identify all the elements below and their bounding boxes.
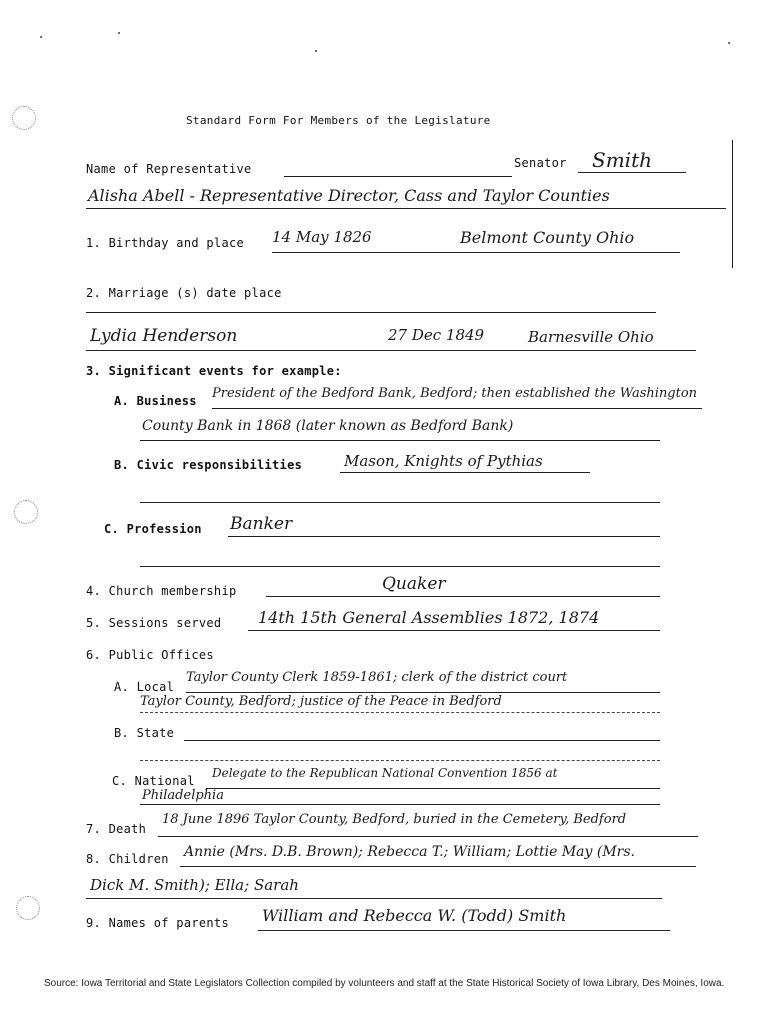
profession-line-2	[140, 566, 660, 567]
national-line-1	[206, 788, 660, 789]
marriage-line-1	[86, 312, 656, 313]
source-citation: Source: Iowa Territorial and State Legislators Collection compiled by volunteers and staff at the State Historical Society of Iowa Library, Des Moines, Iowa.	[44, 978, 725, 989]
marriage-place: Barnesville Ohio	[528, 328, 654, 346]
state-line-1	[184, 740, 660, 741]
profession-value: Banker	[230, 514, 293, 534]
scan-speck	[40, 36, 42, 38]
civic-line-1	[340, 472, 590, 473]
margin-line	[732, 140, 733, 268]
parents-value: William and Rebecca W. (Todd) Smith	[262, 906, 567, 925]
children-value-1: Annie (Mrs. D.B. Brown); Rebecca T.; William; Lottie May (Mrs.	[184, 844, 635, 860]
scan-speck	[118, 32, 120, 34]
name-label: Name of Representative	[86, 162, 252, 176]
name-value-line	[86, 208, 726, 209]
national-value-1: Delegate to the Republican National Convention 1856 at	[212, 766, 558, 780]
local-line-1	[186, 692, 660, 693]
events-label: 3. Significant events for example:	[86, 364, 342, 378]
punch-hole-mark	[16, 896, 40, 920]
marriage-name: Lydia Henderson	[90, 326, 238, 346]
children-label: 8. Children	[86, 852, 169, 866]
punch-hole-mark	[12, 106, 36, 130]
children-line-1	[180, 866, 696, 867]
senator-line	[578, 172, 686, 173]
business-value-2: County Bank in 1868 (later known as Bedford Bank)	[142, 418, 514, 434]
sessions-line	[248, 630, 660, 631]
business-value-1: President of the Bedford Bank, Bedford; then established the Washington	[212, 386, 698, 401]
business-label: A. Business	[114, 394, 197, 408]
death-value: 18 June 1896 Taylor County, Bedford, buried in the Cemetery, Bedford	[162, 812, 627, 827]
punch-hole-mark	[14, 500, 38, 524]
birthday-label: 1. Birthday and place	[86, 236, 245, 250]
business-line-2	[140, 440, 660, 441]
parents-line	[258, 930, 670, 931]
church-value: Quaker	[382, 574, 446, 594]
national-value-2: Philadelphia	[142, 788, 224, 803]
name-line	[284, 176, 512, 177]
parents-label: 9. Names of parents	[86, 916, 229, 930]
national-line-2	[140, 804, 660, 805]
death-label: 7. Death	[86, 822, 147, 836]
local-line-2	[140, 712, 660, 713]
business-line-1	[212, 408, 702, 409]
sessions-value: 14th 15th General Assemblies 1872, 1874	[258, 608, 600, 627]
marriage-line-2	[86, 350, 696, 351]
state-label: B. State	[114, 726, 175, 740]
children-value-2: Dick M. Smith); Ella; Sarah	[90, 876, 299, 894]
death-line	[158, 836, 698, 837]
sessions-label: 5. Sessions served	[86, 616, 222, 630]
local-label: A. Local	[114, 680, 175, 694]
senator-value: Smith	[592, 148, 652, 172]
state-line-2	[140, 760, 660, 761]
senator-label: Senator	[514, 156, 567, 170]
national-label: C. National	[112, 774, 195, 788]
marriage-date: 27 Dec 1849	[388, 326, 485, 344]
church-line	[266, 596, 660, 597]
local-value-2: Taylor County, Bedford; justice of the Peace in Bedford	[140, 694, 502, 709]
name-value: Alisha Abell - Representative Director, Cass and Taylor Counties	[88, 186, 610, 205]
profession-line-1	[228, 536, 660, 537]
birthday-place: Belmont County Ohio	[460, 228, 635, 247]
civic-label: B. Civic responsibilities	[114, 458, 303, 472]
birthday-date: 14 May 1826	[272, 228, 372, 246]
public-offices-label: 6. Public Offices	[86, 648, 214, 662]
local-value-1: Taylor County Clerk 1859-1861; clerk of the district court	[186, 670, 568, 685]
scan-speck	[315, 50, 317, 52]
scan-speck	[728, 42, 730, 44]
children-line-2	[86, 898, 662, 899]
marriage-label: 2. Marriage (s) date place	[86, 286, 282, 300]
civic-line-2	[140, 502, 660, 503]
birthday-line	[272, 252, 680, 253]
church-label: 4. Church membership	[86, 584, 237, 598]
profession-label: C. Profession	[104, 522, 202, 536]
form-title: Standard Form For Members of the Legislature	[186, 114, 491, 127]
civic-value: Mason, Knights of Pythias	[344, 452, 543, 470]
